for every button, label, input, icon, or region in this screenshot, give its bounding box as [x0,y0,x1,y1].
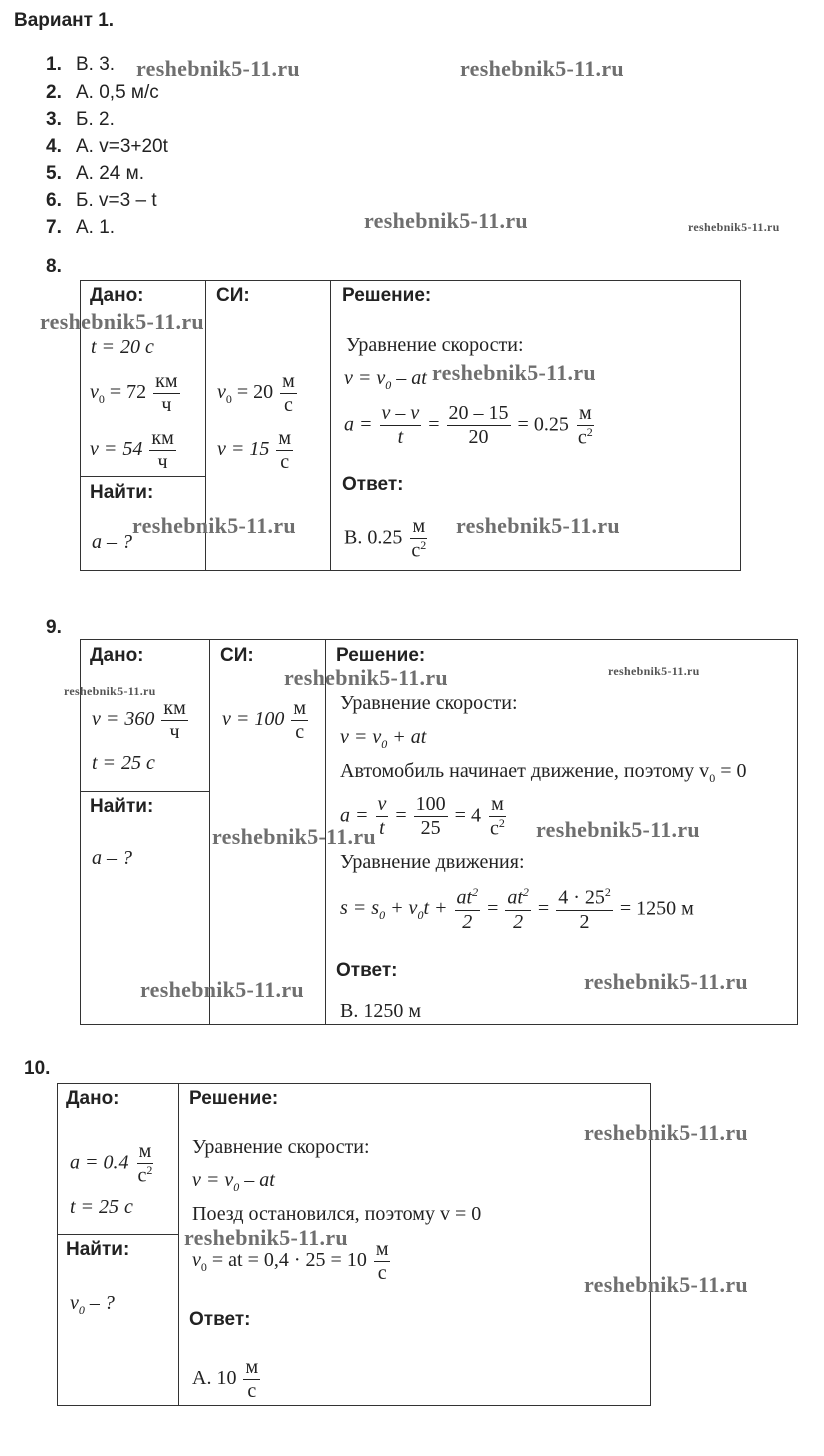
list-item: 5. А. 24 м. [46,163,144,184]
given-v: v = 54 $\frac{км}{ч}$ [90,427,174,473]
given-t: t = 25 c [70,1196,133,1218]
velocity-equation: $v = v_0$ – at [192,1169,275,1194]
page-title: Вариант 1. [14,10,115,31]
given-heading: Дано: [90,645,144,666]
watermark: reshebnik5-11.ru [132,513,296,538]
si-heading: СИ: [220,645,254,666]
watermark: reshebnik5-11.ru [584,1272,748,1297]
find-value: a – ? [92,531,132,553]
list-item: 1. В. 3. [46,54,116,75]
solution-text: Уравнение скорости: [192,1136,370,1158]
divider [209,639,210,1025]
si-v0: $v_0 = 20$ $\frac{м}{с}$ [217,370,295,416]
given-t: t = 25 c [92,752,155,774]
find-heading: Найти: [90,796,154,817]
problem-number: 9. [46,617,62,638]
find-heading: Найти: [90,482,154,503]
watermark: reshebnik5-11.ru [608,664,700,678]
given-t: t = 20 c [91,336,154,358]
watermark: reshebnik5-11.ru [136,56,300,81]
si-v: v = 100 $\frac{м}{с}$ [222,697,307,743]
velocity-equation: $v = v_0$ + at [340,726,427,751]
given-heading: Дано: [90,285,144,306]
divider [80,476,206,477]
watermark: reshebnik5-11.ru [284,665,448,690]
solution-text: Уравнение движения: [340,851,525,873]
solution-text: Уравнение скорости: [346,334,524,356]
watermark: reshebnik5-11.ru [456,513,620,538]
find-heading: Найти: [66,1239,130,1260]
solution-heading: Решение: [342,285,432,306]
solution-text: Уравнение скорости: [340,692,518,714]
find-value: $v_0$ – ? [70,1292,115,1317]
given-a: a = 0.4 $\frac{м}{с^2}$ [70,1140,153,1187]
answer-value: В. 0.25 $\frac{м}{с^2}$ [344,515,427,562]
watermark: reshebnik5-11.ru [584,1120,748,1145]
list-item: 4. А. v=3+20t [46,136,168,157]
watermark: reshebnik5-11.ru [64,684,156,698]
given-v: v = 360 $\frac{км}{ч}$ [92,697,186,743]
watermark: reshebnik5-11.ru [584,969,748,994]
list-item: 7. А. 1. [46,217,116,238]
list-item: 3. Б. 2. [46,109,115,130]
watermark: reshebnik5-11.ru [184,1225,348,1250]
velocity-equation: $v = v_0$ – at [344,367,427,392]
watermark: reshebnik5-11.ru [536,817,700,842]
motion-formula: $s = s_0 + v_0t$ + $\frac{at^2}{2}$ = $\frac{at^2}{2}$ = $\frac{4 \cdot 25^2}{2}$ = 1250 м [340,885,694,933]
watermark: reshebnik5-11.ru [364,208,528,233]
list-item: 6. Б. v=3 – t [46,190,157,211]
watermark: reshebnik5-11.ru [688,220,780,234]
answer-heading: Ответ: [189,1309,251,1330]
given-v0: $v_0 = 72$ $\frac{км}{ч}$ [90,370,178,416]
problem-number: 8. [46,256,62,277]
watermark: reshebnik5-11.ru [460,56,624,81]
watermark: reshebnik5-11.ru [212,824,376,849]
list-item: 2. А. 0,5 м/с [46,82,159,103]
initial-velocity-formula: $v_0$ = at = 0,4 · 25 = 10 $\frac{м}{с}$ [192,1238,389,1284]
find-value: a – ? [92,847,132,869]
divider [80,791,210,792]
acceleration-formula: a = $\frac{v}{t}$ = $\frac{100}{25}$ = 4 $\frac{м}{с^2}$ [340,793,505,840]
solution-heading: Решение: [336,645,426,666]
divider [178,1083,179,1406]
answer-value: В. 1250 м [340,1000,421,1022]
answer-heading: Ответ: [336,960,398,981]
solution-text: Автомобиль начинает движение, поэтому $v_0 = 0$ [340,760,747,785]
si-heading: СИ: [216,285,250,306]
si-v: v = 15 $\frac{м}{с}$ [217,427,292,473]
solution-heading: Решение: [189,1088,279,1109]
solution-text: Поезд остановился, поэтому v = 0 [192,1203,482,1225]
watermark: reshebnik5-11.ru [140,977,304,1002]
acceleration-formula: a = $\frac{v - v}{t}$ = $\frac{20 - 15}{20}$ = 0.25 $\frac{м}{с^2}$ [344,402,593,449]
watermark: reshebnik5-11.ru [40,309,204,334]
problem-number: 10. [24,1058,51,1079]
answer-heading: Ответ: [342,474,404,495]
divider [330,280,331,571]
divider [57,1234,179,1235]
given-heading: Дано: [66,1088,120,1109]
answer-value: А. 10 $\frac{м}{с}$ [192,1356,259,1402]
watermark: reshebnik5-11.ru [432,360,596,385]
